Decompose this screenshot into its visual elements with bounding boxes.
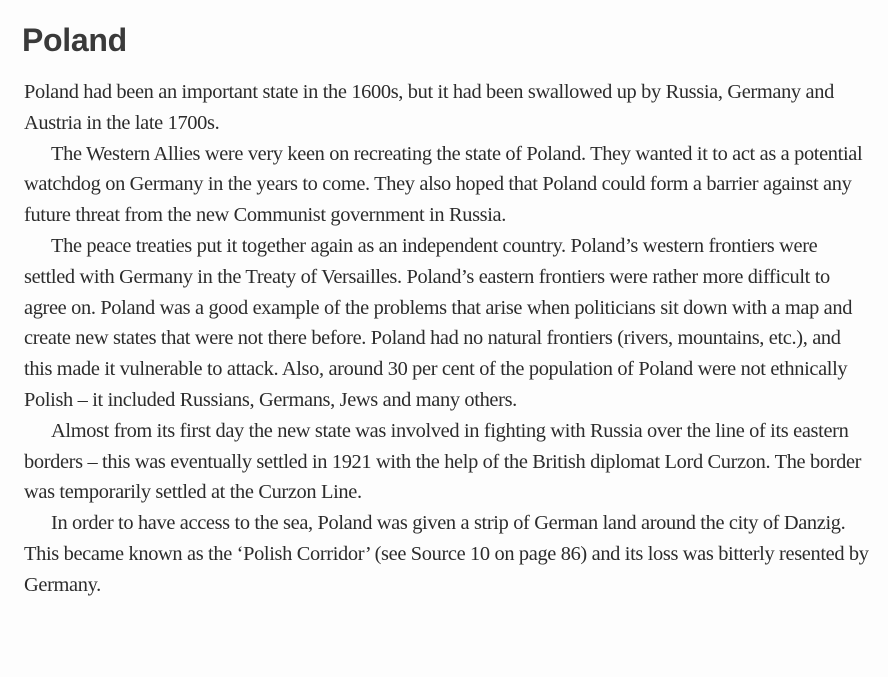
section-body [24, 77, 869, 601]
paragraph-2: The Western Allies were very keen on recreating the state of Poland. They wanted it to act as a potential watchdog on Germany in the years to come. They also hoped that Poland could form a barrier against any future threat from the new Communist government in Russia. [24, 142, 863, 227]
paragraph-5: In order to have access to the sea, Poland was given a strip of German land around the city of Danzig. This became known as the ‘Polish Corridor’ (see Source 10 on page 86) and its loss was bitterly resented by Germany. [24, 512, 869, 596]
paragraph-4: Almost from its first day the new state was involved in fighting with Russia over the line of its eastern borders – this was eventually settled in 1921 with the help of the British diplomat Lord Curzon. The border was temporarily settled at the Curzon Line. [24, 419, 862, 504]
section-heading: Poland [22, 22, 127, 58]
paragraph-3: The peace treaties put it together again as an independent country. Poland’s western frontiers were settled with Germany in the Treaty of Versailles. Poland’s eastern frontiers were rather more difficult to agree on. Poland was a good example of the problems that arise when politicians sit down with a map and create new states that were not there before. Poland had no natural frontiers (rivers, mountains, etc.), and this made it vulnerable to attack. Also, around 30 per cent of the population of Poland were not ethnically Polish – it included Russians, Germans, Jews and many others. [24, 234, 853, 411]
paragraph-1: Poland had been an important state in the 1600s, but it had been swallowed up by Russia, Germany and Austria in the late 1700s. [24, 81, 834, 134]
